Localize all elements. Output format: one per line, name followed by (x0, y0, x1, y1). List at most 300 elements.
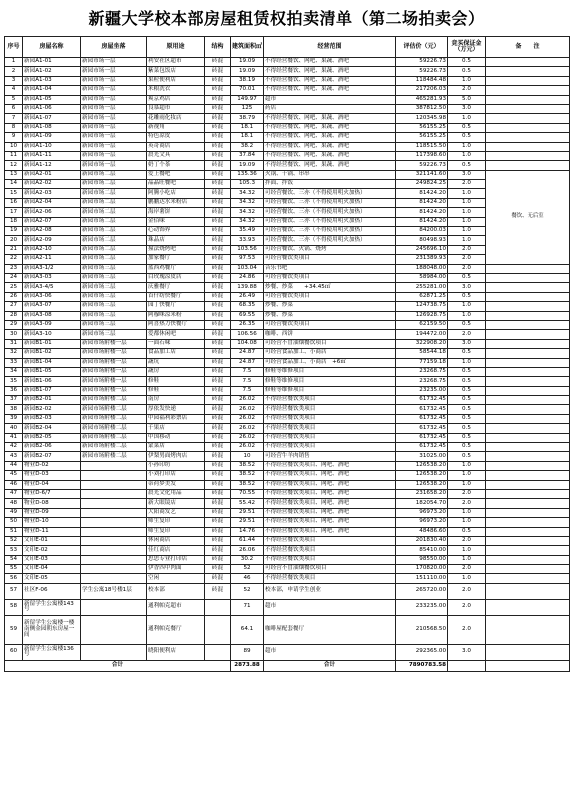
row-name: 物业D-02 (23, 461, 81, 470)
row-deposit: 1.0 (448, 518, 486, 527)
row-use: 米粮洗衣 (147, 86, 205, 95)
row-no: 36 (5, 386, 23, 395)
row-area: 26.02 (231, 396, 264, 405)
row-no: 44 (5, 461, 23, 470)
row-structure: 砖混 (205, 358, 231, 367)
header-name: 房屋名称 (23, 37, 81, 58)
row-structure: 砖混 (205, 104, 231, 113)
row-area: 139.88 (231, 283, 264, 292)
row-structure: 砖混 (205, 198, 231, 207)
row-location: 新园市场一层 (81, 133, 147, 142)
row-name: 新园B2-04 (23, 424, 81, 433)
row-scope: 可经营餐饮类项目 (264, 320, 396, 329)
row-remark (486, 565, 570, 574)
row-area: 24.87 (231, 358, 264, 367)
row-price: 81424.20 (396, 198, 448, 207)
row-location: 新园市场一层 (81, 76, 147, 85)
row-name: 新园A2-10 (23, 245, 81, 254)
row-structure: 砖混 (205, 396, 231, 405)
row-deposit: 3.0 (448, 170, 486, 179)
row-location: 新园市场二层 (81, 236, 147, 245)
header-deposit: 竞买保证金（万元） (448, 37, 486, 58)
row-location: 新园市场二层 (81, 208, 147, 217)
table-row (5, 574, 570, 583)
row-use: 修鞋 (147, 386, 205, 395)
row-price: 62159.50 (396, 320, 448, 329)
row-area: 34.32 (231, 198, 264, 207)
row-price: 210568.50 (396, 615, 448, 644)
row-scope: 可经营牛羊肉销售 (264, 452, 396, 461)
row-location: 新园市场附楼一层 (81, 349, 147, 358)
row-location: 学生公寓18号楼1层 (81, 583, 147, 599)
row-use: 晓阳便利店 (147, 644, 205, 660)
row-no: 56 (5, 574, 23, 583)
table-row (5, 555, 570, 564)
row-structure: 砖混 (205, 292, 231, 301)
row-use: 中国移动 (147, 433, 205, 442)
row-area: 125 (231, 104, 264, 113)
row-remark (486, 95, 570, 104)
table-row (5, 339, 570, 348)
row-scope: 可经营餐饮、三亦（不得使用明火加热） (264, 236, 396, 245)
row-name: 新园A1-07 (23, 114, 81, 123)
row-name: 新园B2-07 (23, 452, 81, 461)
row-remark (486, 480, 570, 489)
row-deposit: 0.5 (448, 377, 486, 386)
row-deposit: 5.0 (448, 95, 486, 104)
row-location (81, 480, 147, 489)
row-name: 物业D-10 (23, 518, 81, 527)
row-deposit: 2.0 (448, 330, 486, 339)
row-deposit: 2.0 (448, 255, 486, 264)
row-structure: 砖混 (205, 311, 231, 320)
row-structure: 砖混 (205, 142, 231, 151)
row-location (81, 555, 147, 564)
row-no: 30 (5, 330, 23, 339)
row-name: 文印E-05 (23, 574, 81, 583)
row-scope: 不得经营餐饮类项目 (264, 405, 396, 414)
row-deposit: 2.0 (448, 565, 486, 574)
row-location: 新园市场一层 (81, 86, 147, 95)
row-deposit: 0.5 (448, 161, 486, 170)
row-deposit: 3.0 (448, 283, 486, 292)
row-use: 伊香四中肉面 (147, 565, 205, 574)
row-area: 7.5 (231, 386, 264, 395)
row-scope: 可经营餐饮类项目 (264, 273, 396, 282)
table-row (5, 161, 570, 170)
total-label: 合计 (5, 660, 231, 671)
row-remark (486, 283, 570, 292)
row-structure: 砖混 (205, 180, 231, 189)
row-deposit: 0.5 (448, 405, 486, 414)
row-location: 新园市场附楼二层 (81, 424, 147, 433)
table-row (5, 583, 570, 599)
row-no: 57 (5, 583, 23, 599)
row-name: 新园A3-07 (23, 302, 81, 311)
table-row (5, 565, 570, 574)
row-use: 中园福利彩票店 (147, 414, 205, 423)
row-price: 96973.20 (396, 518, 448, 527)
row-scope: 不得经营餐饮类项目 (264, 546, 396, 555)
row-use: 大阳商发艺 (147, 508, 205, 517)
row-name: 新园A2-07 (23, 217, 81, 226)
row-structure: 砖混 (205, 518, 231, 527)
row-location: 新园市场附楼一层 (81, 358, 147, 367)
table-row (5, 414, 570, 423)
table-row (5, 536, 570, 545)
row-scope: 不得经营餐饮类项目 (264, 555, 396, 564)
row-no: 55 (5, 565, 23, 574)
row-price: 124738.75 (396, 302, 448, 311)
row-scope: 不得经营餐饮、网吧、果蔬、酒吧 (264, 114, 396, 123)
row-no: 1 (5, 58, 23, 67)
table-row (5, 471, 570, 480)
row-price: 120345.98 (396, 114, 448, 123)
row-scope: 不得经营餐饮类项目、网吧、酒吧 (264, 518, 396, 527)
row-scope: 炒餐、炒菜 (264, 302, 396, 311)
row-location: 新园市场三层 (81, 273, 147, 282)
row-location: 新园市场二层 (81, 245, 147, 254)
table-row (5, 86, 570, 95)
row-no: 42 (5, 443, 23, 452)
row-no: 33 (5, 358, 23, 367)
row-deposit: 0.5 (448, 292, 486, 301)
row-structure: 砖混 (205, 217, 231, 226)
row-deposit: 1.0 (448, 114, 486, 123)
row-remark (486, 377, 570, 386)
row-scope: 不得经营餐饮类项目 (264, 414, 396, 423)
row-area: 64.1 (231, 615, 264, 644)
row-name: 新园B1-04 (23, 358, 81, 367)
row-structure (205, 599, 231, 615)
row-remark (486, 499, 570, 508)
row-no: 59 (5, 615, 23, 644)
row-area: 135.36 (231, 170, 264, 179)
row-use: 晨光文具 (147, 151, 205, 160)
row-no: 50 (5, 518, 23, 527)
table-row (5, 104, 570, 113)
row-scope: 可经营餐饮、火锅、烧烤 (264, 245, 396, 254)
row-no: 20 (5, 236, 23, 245)
row-scope: 不得经营餐饮、网吧、果蔬、酒吧 (264, 86, 396, 95)
row-area: 89 (231, 644, 264, 660)
table-row (5, 217, 570, 226)
table-row (5, 273, 570, 282)
row-deposit: 1.0 (448, 227, 486, 236)
row-use: 师生复印 (147, 527, 205, 536)
row-name: 新园A1-09 (23, 133, 81, 142)
row-structure: 砖混 (205, 245, 231, 254)
row-no: 58 (5, 599, 23, 615)
row-no: 43 (5, 452, 23, 461)
table-row (5, 292, 570, 301)
row-location: 新园市场三层 (81, 283, 147, 292)
row-structure: 砖混 (205, 208, 231, 217)
row-use: 休闲商店 (147, 536, 205, 545)
row-price: 48486.60 (396, 527, 448, 536)
row-no: 60 (5, 644, 23, 660)
row-no: 51 (5, 527, 23, 536)
row-location: 新园市场附楼二层 (81, 433, 147, 442)
row-scope: 不得经营餐饮类项目 (264, 443, 396, 452)
row-scope: 不得经营餐饮类项目 (264, 536, 396, 545)
row-scope: 咖啡、西饼 (264, 330, 396, 339)
row-no: 34 (5, 367, 23, 376)
row-name: 新园A1-05 (23, 95, 81, 104)
row-area: 10 (231, 452, 264, 461)
row-area: 24.86 (231, 273, 264, 282)
remark-cell: 餐饮、无后室 (486, 170, 570, 264)
row-name: 新园A2-01 (23, 170, 81, 179)
header-remark: 备 注 (486, 37, 570, 58)
row-scope: 修鞋等维修项目 (264, 367, 396, 376)
row-structure: 砖混 (205, 489, 231, 498)
row-structure: 砖混 (205, 67, 231, 76)
row-remark (486, 508, 570, 517)
table-row (5, 358, 570, 367)
row-area: 52 (231, 565, 264, 574)
row-no: 40 (5, 424, 23, 433)
row-structure: 砖混 (205, 536, 231, 545)
row-area: 26.02 (231, 424, 264, 433)
row-use: 爽京鸡店 (147, 95, 205, 104)
row-deposit: 1.0 (448, 208, 486, 217)
row-deposit: 2.0 (448, 615, 486, 644)
row-area: 46 (231, 574, 264, 583)
row-area: 34.32 (231, 217, 264, 226)
auction-table (4, 36, 570, 672)
row-price: 231658.20 (396, 489, 448, 498)
table-row (5, 311, 570, 320)
row-use: 千果店 (147, 424, 205, 433)
row-location: 新园市场附楼二层 (81, 414, 147, 423)
row-no: 2 (5, 67, 23, 76)
row-area: 52 (231, 583, 264, 599)
row-location: 新园市场附楼一层 (81, 367, 147, 376)
row-area: 103.04 (231, 264, 264, 273)
row-price: 61732.45 (396, 396, 448, 405)
row-no: 37 (5, 396, 23, 405)
row-price: 81424.20 (396, 208, 448, 217)
row-name: 物业D-04 (23, 480, 81, 489)
row-location: 新园市场一层 (81, 104, 147, 113)
row-structure: 砖混 (205, 123, 231, 132)
row-name: 文印E-01 (23, 536, 81, 545)
row-no: 26 (5, 292, 23, 301)
row-price: 81424.20 (396, 217, 448, 226)
row-deposit: 1.0 (448, 480, 486, 489)
row-area: 55.42 (231, 499, 264, 508)
row-scope: 咖啡屋配套餐厅 (264, 615, 396, 644)
row-scope: 不得经营餐饮、网吧、果蔬、酒吧 (264, 123, 396, 132)
row-scope: 不得经营餐饮类项目、网吧、酒吧 (264, 499, 396, 508)
row-price: 23268.75 (396, 377, 448, 386)
row-name: 文印E-02 (23, 546, 81, 555)
row-price: 59226.73 (396, 58, 448, 67)
row-scope: 超市 (264, 599, 396, 615)
row-deposit: 1.0 (448, 461, 486, 470)
row-remark (486, 461, 570, 470)
row-deposit: 0.5 (448, 320, 486, 329)
row-area: 104.08 (231, 339, 264, 348)
row-structure: 砖混 (205, 546, 231, 555)
row-name: 新园B1-07 (23, 386, 81, 395)
row-name: 新园A1-12 (23, 161, 81, 170)
row-location (81, 527, 147, 536)
table-row (5, 198, 570, 207)
row-name: 新园A3-09 (23, 320, 81, 329)
row-price: 126538.20 (396, 461, 448, 470)
row-no: 39 (5, 414, 23, 423)
row-structure: 砖混 (205, 555, 231, 564)
row-use: 思思专业打印店 (147, 555, 205, 564)
row-price: 77159.18 (396, 358, 448, 367)
row-area: 26.02 (231, 414, 264, 423)
row-scope: 不得经营餐饮、网吧、果蔬、酒吧 (264, 58, 396, 67)
row-remark (486, 583, 570, 599)
row-scope: 可经营不冒油烟餐饮项目 (264, 565, 396, 574)
row-name: 新园A2-06 (23, 208, 81, 217)
row-deposit: 1.0 (448, 546, 486, 555)
row-deposit: 0.5 (448, 443, 486, 452)
row-remark (486, 644, 570, 660)
row-location (81, 471, 147, 480)
row-area: 70.01 (231, 86, 264, 95)
row-deposit: 1.0 (448, 311, 486, 320)
row-deposit: 0.5 (448, 67, 486, 76)
row-no: 18 (5, 217, 23, 226)
row-area: 29.51 (231, 508, 264, 517)
row-location: 新园市场附楼二层 (81, 396, 147, 405)
row-no: 21 (5, 245, 23, 254)
row-structure: 砖混 (205, 273, 231, 282)
row-location: 新园市场二层 (81, 217, 147, 226)
row-price: 61732.45 (396, 433, 448, 442)
row-remark (486, 330, 570, 339)
row-remark (486, 311, 570, 320)
row-price: 96973.20 (396, 508, 448, 517)
row-deposit: 3.0 (448, 339, 486, 348)
row-name: 新园B2-05 (23, 433, 81, 442)
row-no: 25 (5, 283, 23, 292)
table-row (5, 170, 570, 179)
row-scope: 修鞋等维修项目 (264, 386, 396, 395)
row-structure: 砖混 (205, 151, 231, 160)
row-area: 26.49 (231, 292, 264, 301)
row-structure: 砖混 (205, 480, 231, 489)
row-use: 海岸薯饼 (147, 208, 205, 217)
row-location: 新园市场附楼一层 (81, 339, 147, 348)
row-scope: 可经营餐饮、三亦（不得使用明火加热） (264, 198, 396, 207)
row-remark (486, 104, 570, 113)
header-location: 房屋坐落 (81, 37, 147, 58)
row-scope: 不得经营餐饮类项目 (264, 424, 396, 433)
row-remark (486, 527, 570, 536)
table-row (5, 508, 570, 517)
row-remark (486, 273, 570, 282)
row-area: 19.09 (231, 67, 264, 76)
row-area: 18.1 (231, 123, 264, 132)
row-deposit: 0.5 (448, 273, 486, 282)
row-name: 新园B1-05 (23, 367, 81, 376)
row-location: 新园市场二层 (81, 189, 147, 198)
row-structure: 砖混 (205, 565, 231, 574)
row-no: 41 (5, 433, 23, 442)
row-no: 32 (5, 349, 23, 358)
row-price: 56155.25 (396, 133, 448, 142)
row-no: 31 (5, 339, 23, 348)
row-deposit: 2.0 (448, 180, 486, 189)
row-remark (486, 386, 570, 395)
row-remark (486, 367, 570, 376)
row-area: 33.93 (231, 236, 264, 245)
row-use: 厚依发快递 (147, 405, 205, 414)
row-deposit: 0.5 (448, 349, 486, 358)
row-remark (486, 536, 570, 545)
row-structure: 砖混 (205, 386, 231, 395)
row-area: 19.09 (231, 161, 264, 170)
row-area: 38.52 (231, 480, 264, 489)
row-name: 文印E-04 (23, 565, 81, 574)
row-scope: 可经营不冒油烟餐饮项目 (264, 339, 396, 348)
row-scope: 不得经营餐饮、网吧、果蔬、酒吧 (264, 133, 396, 142)
row-deposit: 1.0 (448, 236, 486, 245)
row-location (81, 461, 147, 470)
row-area: 69.55 (231, 311, 264, 320)
row-price: 58984.00 (396, 273, 448, 282)
row-use: 阿穆咪凉米粉 (147, 311, 205, 320)
row-scope: 可经营餐饮、三亦（不得使用明火加热） (264, 208, 396, 217)
row-use: 小刘打印店 (147, 471, 205, 480)
row-scope: 炒餐、炒菜 +34.45㎡ (264, 283, 396, 292)
row-scope: 不得经营餐饮类项目、网吧、酒吧 (264, 471, 396, 480)
row-deposit: 0.5 (448, 396, 486, 405)
row-structure: 砖混 (205, 583, 231, 599)
row-location (81, 518, 147, 527)
table-row (5, 133, 570, 142)
row-price: 322908.20 (396, 339, 448, 348)
row-name: 新园A1-01 (23, 58, 81, 67)
row-use: 阿腾小吃店 (147, 189, 205, 198)
row-deposit: 0.5 (448, 58, 486, 67)
row-scope: 不得经营餐饮类项目、网吧、酒吧 (264, 508, 396, 517)
row-location: 新园市场一层 (81, 58, 147, 67)
row-location: 新园市场附楼二层 (81, 405, 147, 414)
row-remark (486, 292, 570, 301)
row-scope: 火锅、干锅、串串 (264, 170, 396, 179)
row-scope: 不得经营餐饮类项目、网吧、酒吧 (264, 489, 396, 498)
row-no: 47 (5, 489, 23, 498)
row-location (81, 565, 147, 574)
row-location: 新园市场二层 (81, 170, 147, 179)
row-use: 伊梨男面烤肉店 (147, 452, 205, 461)
row-scope: 不得经营餐饮类项目、网吧、酒吧 (264, 461, 396, 470)
row-location: 新园市场三层 (81, 311, 147, 320)
row-no: 9 (5, 133, 23, 142)
row-area: 38.2 (231, 142, 264, 151)
row-structure: 砖混 (205, 433, 231, 442)
row-no: 6 (5, 104, 23, 113)
row-name: 新园A1-03 (23, 76, 81, 85)
row-no: 19 (5, 227, 23, 236)
row-price: 292365.00 (396, 644, 448, 660)
row-use: 校本部 (147, 583, 205, 599)
row-price: 182054.70 (396, 499, 448, 508)
row-scope: 可经营餐饮、三亦（不得使用明火加热） (264, 189, 396, 198)
row-name: 新园B2-06 (23, 443, 81, 452)
row-location: 新园市场一层 (81, 161, 147, 170)
total-row (5, 660, 570, 671)
